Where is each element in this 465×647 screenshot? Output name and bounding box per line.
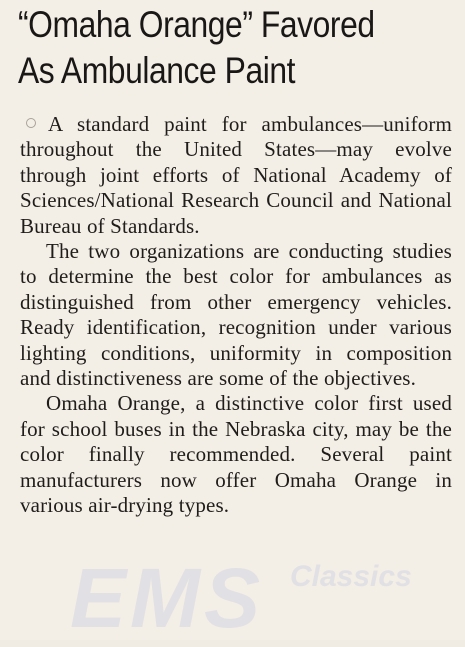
headline-line-2: As Ambulance Paint xyxy=(18,50,296,91)
headline xyxy=(18,2,388,94)
paragraph-1-text: A standard paint for ambulances—uniform throughout the United States—may evolve through joint efforts of National Academy of Sciences/National Research Council and National Bureau of Standards. xyxy=(20,112,452,238)
paragraph-3: Omaha Orange, a distinctive color first used for school buses in the Nebraska city, may be the color finally recommended. Several paint manufacturers now offer Omaha Orange in various air-drying types. xyxy=(20,391,452,518)
bullet-icon xyxy=(26,118,36,128)
article-body xyxy=(20,112,452,519)
headline-line-1: “Omaha Orange” Favored xyxy=(18,4,375,45)
paragraph-2: The two organizations are conducting studies to determine the best color for ambulances as distinguished from other emergency vehicles. Ready identification, recognition under various lighting conditions, uniformity in composition and distinctiveness are some of the objectives. xyxy=(20,239,452,391)
watermark-sub: Classics xyxy=(290,560,412,593)
watermark xyxy=(40,540,460,645)
paragraph-1 xyxy=(20,112,452,239)
watermark-main: EMS xyxy=(70,551,265,645)
